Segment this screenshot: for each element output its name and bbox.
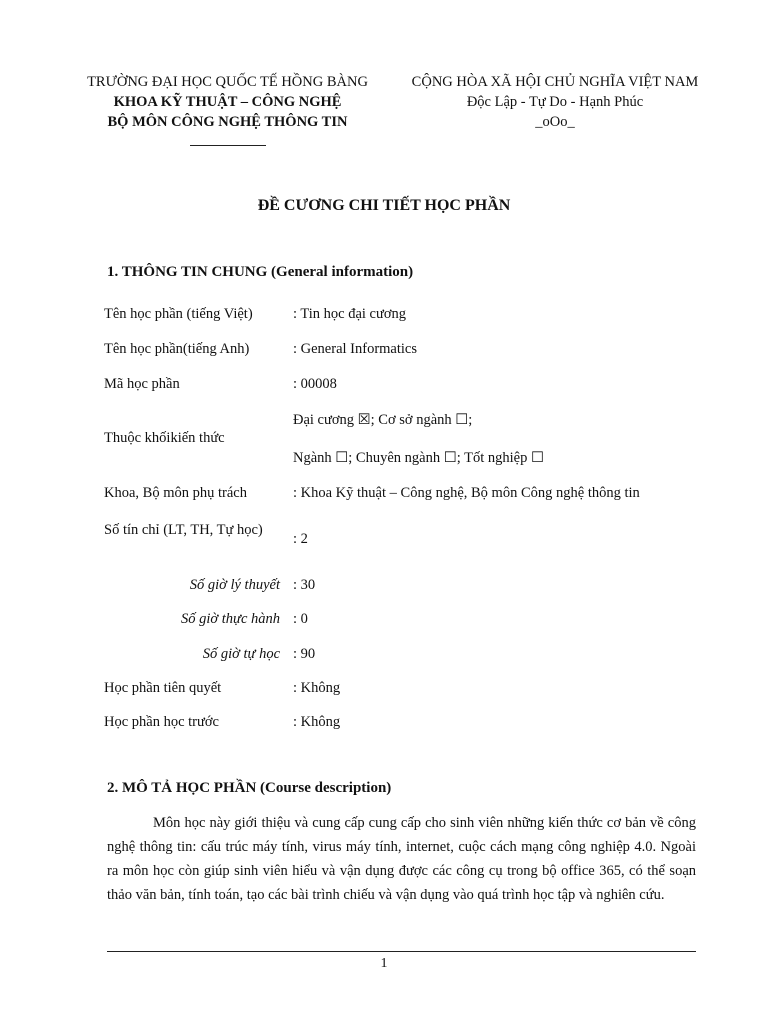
motto-ornament: _oOo_ [535, 114, 575, 130]
row-label: Số giờ tự học [202, 646, 280, 662]
university-name: TRƯỜNG ĐẠI HỌC QUỐC TẾ HỒNG BÀNG [87, 74, 368, 90]
header-divider [190, 145, 266, 146]
header-right [400, 72, 710, 132]
document-title: ĐỀ CƯƠNG CHI TIẾT HỌC PHẦN [257, 197, 511, 214]
row-label: Số tín chỉ (LT, TH, Tự học) [104, 522, 263, 538]
row-value: : 30 [293, 577, 316, 593]
row-value: : 00008 [293, 376, 337, 392]
row-value: : 0 [293, 611, 308, 627]
course-description: Môn học này giới thiệu và cung cấp cung cấp cho sinh viên những kiến thức cơ bản về công nghệ thông tin: cấu trúc máy tính, virus máy tính, internet, cuộc cách mạng công nghiệp 4.0. Ngoài ra môn học còn giúp sinh viên hiểu và vận dụng được các công cụ trong bộ office 365, có thể soạn thảo văn bản, tính toán, tạo các bài trình chiếu và vận dụng vào quá trình học tập và nghiên cứu. [107, 815, 696, 903]
row-label: Số giờ lý thuyết [189, 577, 280, 593]
department-name: BỘ MÔN CÔNG NGHỆ THÔNG TIN [107, 114, 348, 130]
national-motto: Độc Lập - Tự Do - Hạnh Phúc [466, 94, 644, 110]
row-label: Khoa, Bộ môn phụ trách [104, 485, 247, 501]
row-label: Thuộc khốikiến thức [104, 430, 225, 446]
row-value: : General Informatics [293, 341, 418, 357]
row-label: Học phần tiên quyết [104, 680, 222, 696]
row-value: : Tin học đại cương [293, 306, 407, 322]
country-name: CỘNG HÒA XÃ HỘI CHỦ NGHĨA VIỆT NAM [411, 74, 699, 90]
footer-divider [107, 951, 696, 952]
row-value: Đại cương ☒; Cơ sở ngành ☐; [293, 412, 473, 428]
row-value-2: Ngành ☐; Chuyên ngành ☐; Tốt nghiệp ☐ [293, 450, 544, 466]
header-left [75, 72, 380, 146]
row-value: : Không [293, 680, 341, 696]
row-label: Tên học phần(tiếng Anh) [104, 341, 250, 357]
row-value: : Không [293, 714, 341, 730]
faculty-name: KHOA KỸ THUẬT – CÔNG NGHỆ [113, 94, 342, 110]
row-value: : Khoa Kỹ thuật – Công nghệ, Bộ môn Công nghệ thông tin [293, 485, 640, 501]
row-value: : 90 [293, 646, 316, 662]
row-label: Học phần học trước [104, 714, 219, 730]
row-value: : 2 [293, 531, 308, 547]
section2-heading: 2. MÔ TẢ HỌC PHẦN (Course description) [107, 780, 392, 796]
row-label: Tên học phần (tiếng Việt) [104, 306, 253, 322]
row-label: Số giờ thực hành [180, 611, 280, 627]
row-label: Mã học phần [104, 376, 180, 392]
page-number: 1 [380, 956, 388, 971]
section1-heading: 1. THÔNG TIN CHUNG (General information) [107, 264, 414, 280]
